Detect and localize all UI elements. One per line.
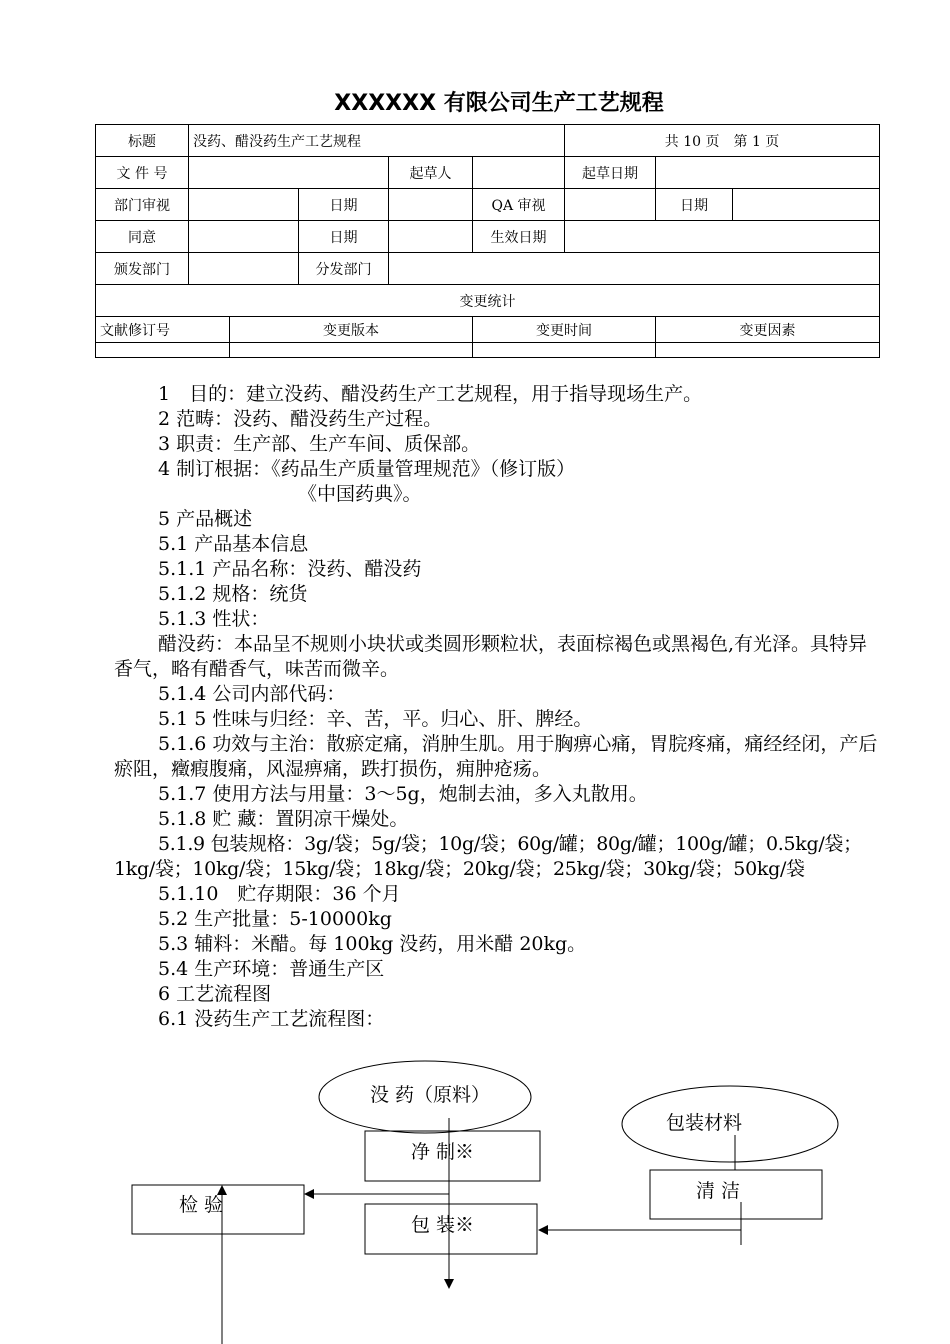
purify-label: 净 制※ — [411, 1141, 475, 1163]
effective-date-label: 生效日期 — [473, 221, 565, 253]
paragraph: 1 目的：建立没药、醋没药生产工艺规程，用于指导现场生产。 — [158, 383, 703, 405]
doc-no-label: 文 件 号 — [96, 157, 189, 189]
change-cell — [473, 343, 656, 358]
distribute-dept-label: 分发部门 — [299, 253, 389, 285]
change-col-version: 变更版本 — [230, 317, 473, 343]
paragraph: 5.1.2 规格：统货 — [158, 583, 308, 605]
title-label: 标题 — [96, 125, 189, 157]
paragraph: 醋没药：本品呈不规则小块状或类圆形颗粒状，表面棕褐色或黑褐色,有光泽。具特异香气，略有醋香气，味苦而微辛。 — [114, 633, 868, 680]
change-cell — [656, 343, 880, 358]
paragraph: 5.1.9 包装规格：3g/袋；5g/袋；10g/袋；60g/罐；80g/罐；100g/罐；0.5kg/袋；1kg/袋；10kg/袋；15kg/袋；18kg/袋；20kg/袋；25kg/袋；30kg/袋；50kg/袋 — [114, 833, 862, 880]
paragraph: 5.1.8 贮 藏：置阴凉干燥处。 — [158, 808, 409, 830]
paragraph: 6.1 没药生产工艺流程图： — [158, 1008, 385, 1030]
paragraph: 5.1.1 产品名称：没药、醋没药 — [158, 558, 422, 580]
change-stats-heading: 变更统计 — [96, 285, 880, 317]
date-label: 日期 — [299, 189, 389, 221]
header-table — [95, 124, 880, 358]
paragraph: 5.1 产品基本信息 — [158, 533, 309, 555]
date-value — [733, 189, 880, 221]
change-col-revision: 文献修订号 — [96, 317, 230, 343]
paragraph: 5.1.10 贮存期限：36 个月 — [158, 883, 401, 905]
drafter-value — [473, 157, 565, 189]
paragraph: 5.1.4 公司内部代码： — [158, 683, 346, 705]
date-label: 日期 — [299, 221, 389, 253]
paragraph: 5.1.7 使用方法与用量：3～5g，炮制去油，多入丸散用。 — [158, 783, 648, 805]
issue-dept-value — [189, 253, 299, 285]
paragraph: 《中国药典》。 — [298, 483, 422, 505]
page-title: XXXXXX 有限公司生产工艺规程 — [334, 91, 664, 116]
paragraph: 6 工艺流程图 — [158, 983, 272, 1005]
paragraph: 4 制订根据：《药品生产质量管理规范》（修订版） — [158, 458, 576, 480]
issue-dept-label: 颁发部门 — [96, 253, 189, 285]
change-col-time: 变更时间 — [473, 317, 656, 343]
body-text — [114, 382, 884, 1032]
paragraph: 5.1.3 性状： — [158, 608, 270, 630]
date-value — [389, 189, 473, 221]
qa-review-value — [565, 189, 656, 221]
agree-label: 同意 — [96, 221, 189, 253]
paragraph: 5.2 生产批量：5-10000kg — [158, 908, 392, 930]
page-count: 共 10 页 第 1 页 — [565, 125, 880, 157]
drafter-label: 起草人 — [389, 157, 473, 189]
title-value: 没药、醋没药生产工艺规程 — [189, 125, 565, 157]
paragraph: 5.4 生产环境：普通生产区 — [158, 958, 385, 980]
pack-label: 包 装※ — [411, 1214, 475, 1236]
effective-date-value — [565, 221, 880, 253]
distribute-dept-value — [389, 253, 880, 285]
change-cell — [96, 343, 230, 358]
packaging-material-label: 包装材料 — [666, 1112, 743, 1134]
qa-review-label: QA 审视 — [473, 189, 565, 221]
paragraph: 5.3 辅料：米醋。每 100kg 没药，用米醋 20kg。 — [158, 933, 587, 955]
date-value — [389, 221, 473, 253]
dept-review-value — [189, 189, 299, 221]
change-cell — [230, 343, 473, 358]
change-col-reason: 变更因素 — [656, 317, 880, 343]
draft-date-value — [656, 157, 880, 189]
clean-label: 清 洁 — [696, 1180, 741, 1202]
process-flowchart — [0, 1060, 950, 1344]
paragraph: 5.1.6 功效与主治：散瘀定痛，消肿生肌。用于胸痹心痛，胃脘疼痛，痛经经闭，产后瘀阻，癥瘕腹痛，风湿痹痛，跌打损伤，痈肿疮疡。 — [114, 733, 878, 780]
paragraph: 3 职责：生产部、生产车间、质保部。 — [158, 433, 481, 455]
agree-value — [189, 221, 299, 253]
paragraph: 2 范畴：没药、醋没药生产过程。 — [158, 408, 443, 430]
paragraph: 5.1 5 性味与归经：辛、苦，平。归心、肝、脾经。 — [158, 708, 593, 730]
draft-date-label: 起草日期 — [565, 157, 656, 189]
raw-material-label: 没 药（原料） — [370, 1084, 491, 1106]
dept-review-label: 部门审视 — [96, 189, 189, 221]
date-label: 日期 — [656, 189, 733, 221]
paragraph: 5 产品概述 — [158, 508, 253, 530]
inspect-label: 检 验 — [179, 1194, 224, 1216]
doc-no-value — [189, 157, 389, 189]
